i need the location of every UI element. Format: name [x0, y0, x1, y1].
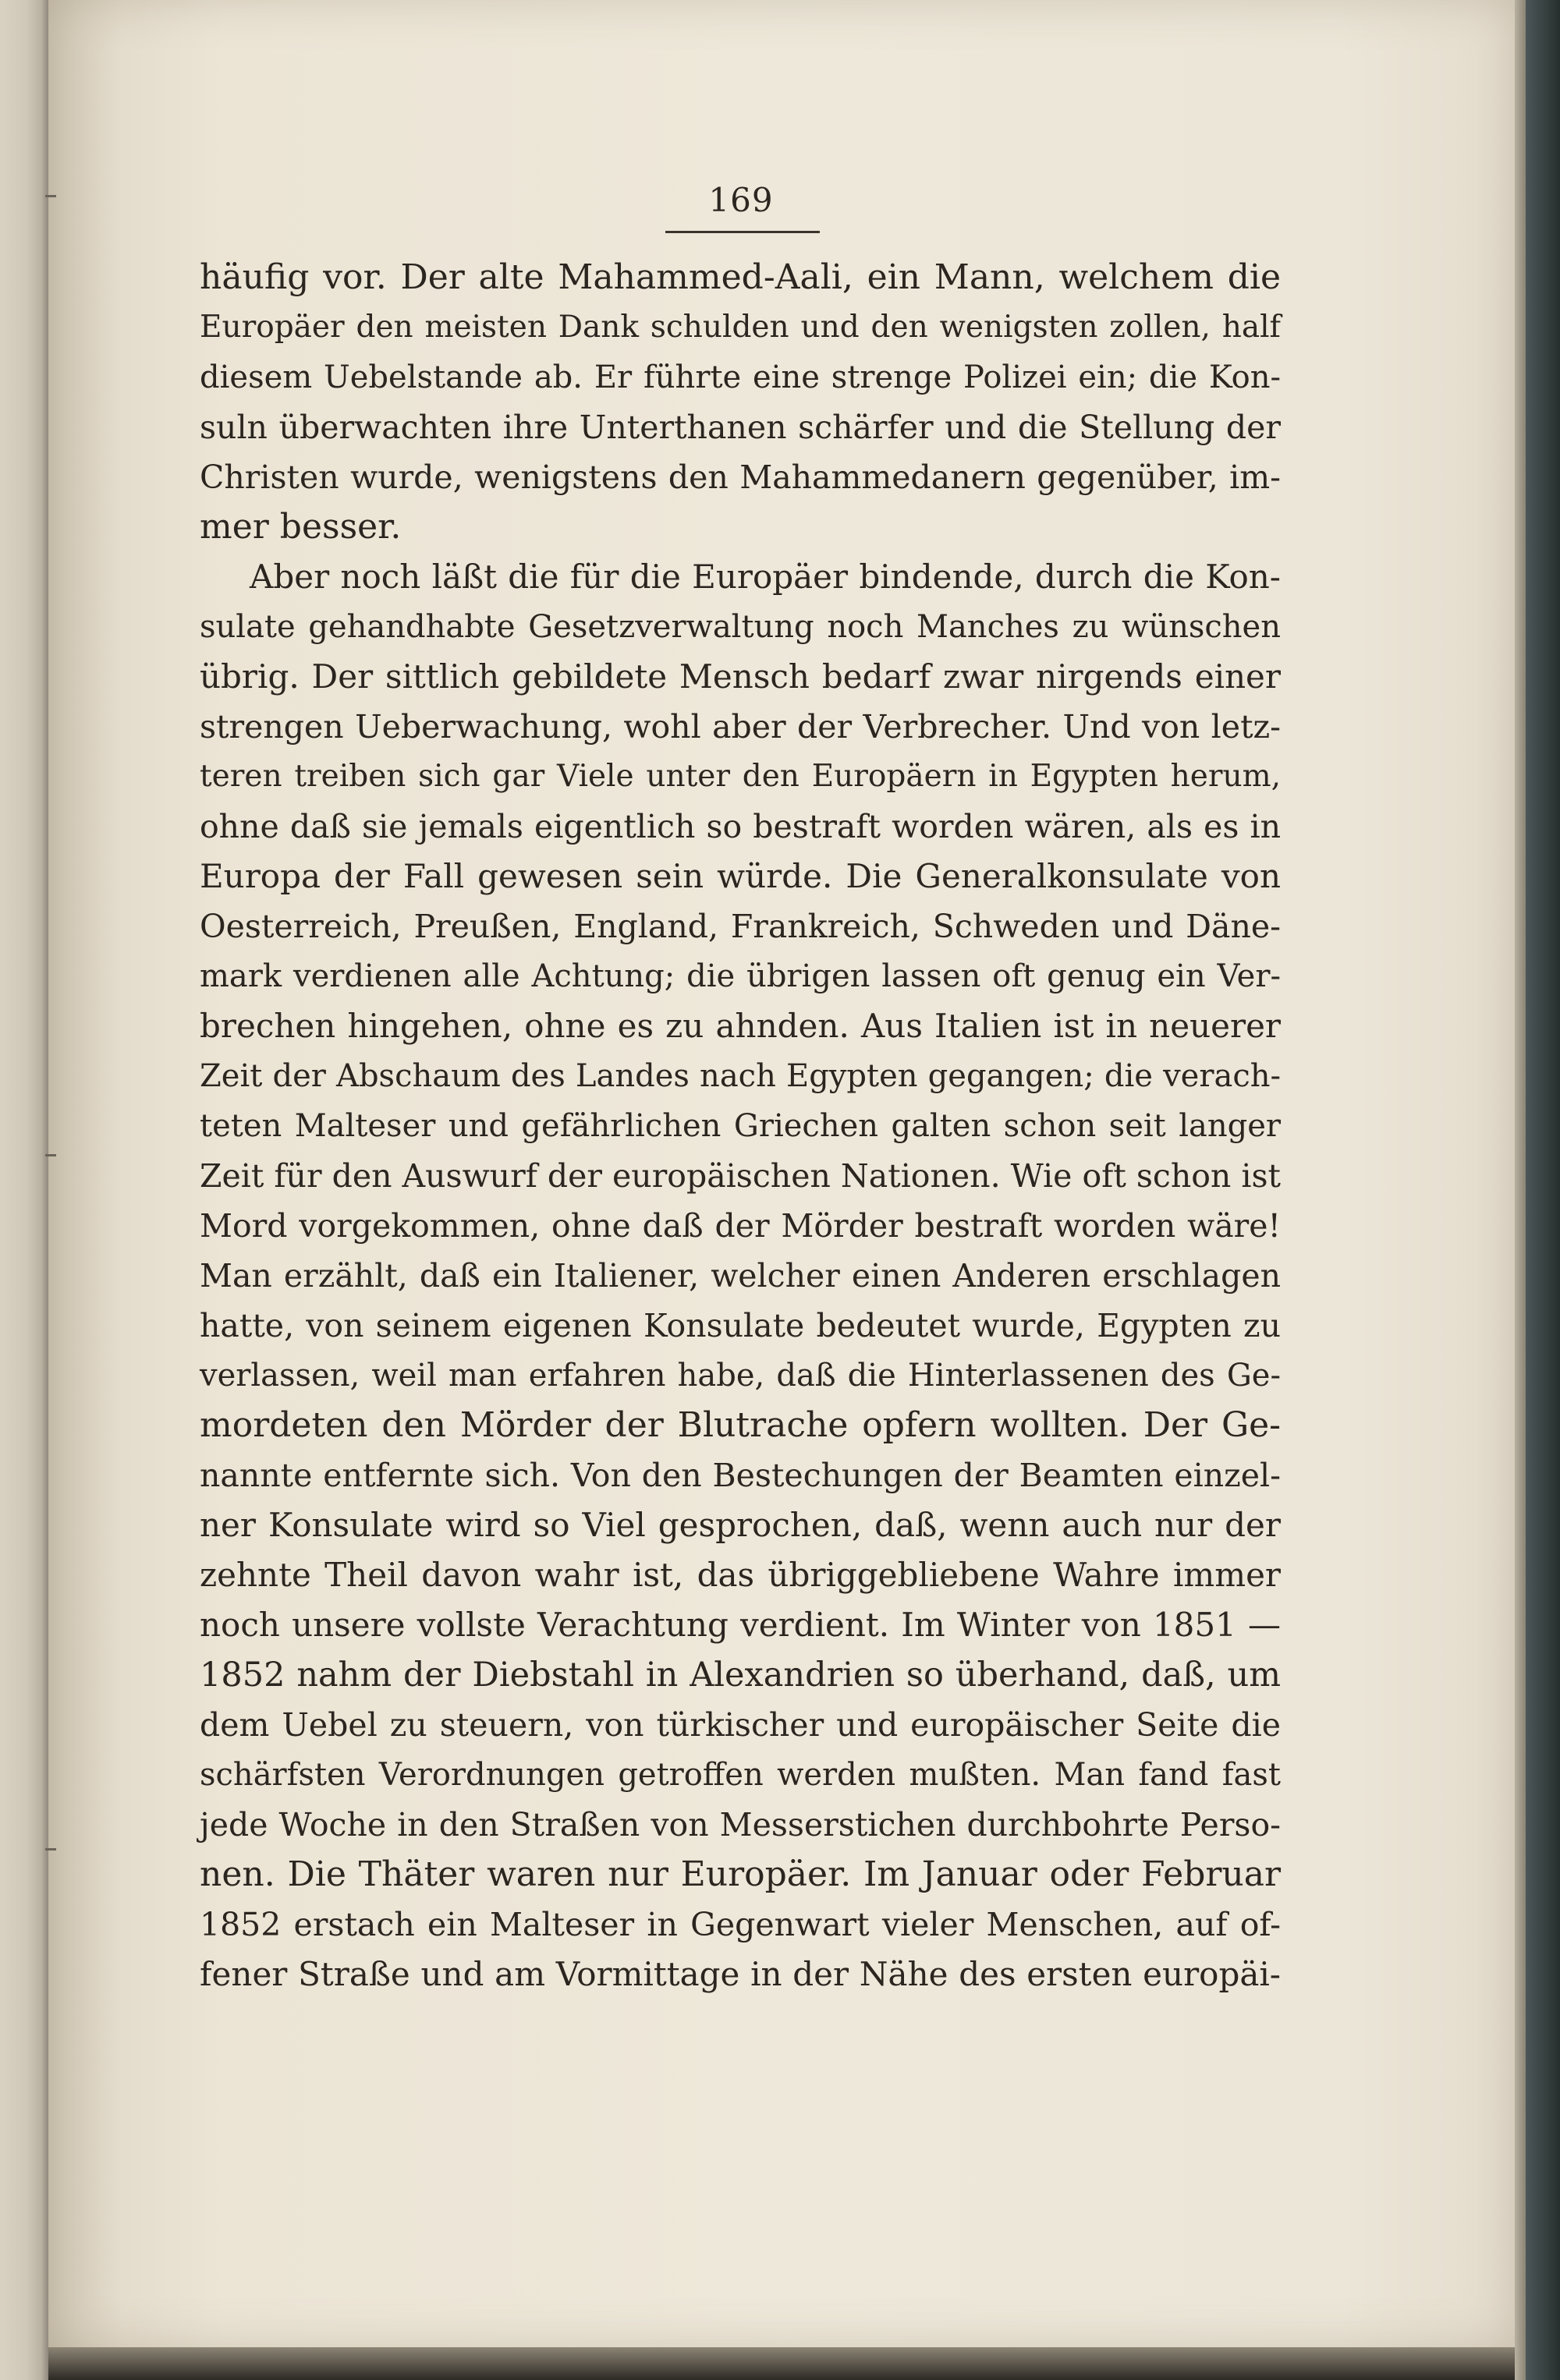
text-line: sulate gehandhabte Gesetzverwaltung noch Manches zu wünschen [200, 609, 1281, 645]
text-line: ohne daß sie jemals eigentlich so bestraft worden wären, als es in [200, 808, 1281, 845]
text-line: zehnte Theil davon wahr ist, das übriggebliebene Wahre immer [200, 1556, 1281, 1594]
text-line: ner Konsulate wird so Viel gesprochen, daß, wenn auch nur der [200, 1506, 1281, 1544]
text-line: nannte entfernte sich. Von den Bestechungen der Beamten einzel- [200, 1457, 1281, 1494]
text-line: strengen Ueberwachung, wohl aber der Verbrecher. Und von letz- [200, 708, 1281, 746]
text-line: verlassen, weil man erfahren habe, daß die Hinterlassenen des Ge- [200, 1358, 1281, 1394]
text-line: teten Malteser und gefährlichen Griechen galten schon seit langer [200, 1108, 1281, 1144]
left-page-edge [0, 0, 48, 2380]
header-rule [665, 231, 820, 233]
text-line: mark verdienen alle Achtung; die übrigen lassen oft genug ein Ver- [200, 958, 1281, 994]
text-line: Christen wurde, wenigstens den Mahammedanern gegenüber, im- [200, 459, 1281, 496]
text-line: dem Uebel zu steuern, von türkischer und europäischer Seite die [200, 1706, 1281, 1744]
text-line: teren treiben sich gar Viele unter den Europäern in Egypten herum, [200, 759, 1281, 794]
text-line: jede Woche in den Straßen von Messerstichen durchbohrte Perso- [200, 1806, 1281, 1843]
text-line: Zeit für den Auswurf der europäischen Nationen. Wie oft schon ist [200, 1157, 1281, 1195]
text-line: brechen hingehen, ohne es zu ahnden. Aus Italien ist in neuerer [200, 1007, 1281, 1045]
text-line: häufig vor. Der alte Mahammed-Aali, ein Mann, welchem die [200, 257, 1281, 297]
text-line: Oesterreich, Preußen, England, Frankreich, Schweden und Däne- [200, 908, 1281, 945]
text-line: schärfsten Verordnungen getroffen werden mußten. Man fand fast [200, 1757, 1281, 1793]
bottom-shadow [48, 2347, 1515, 2380]
text-line: mordeten den Mörder der Blutrache opfern wollten. Der Ge- [200, 1405, 1281, 1445]
text-line: nen. Die Thäter waren nur Europäer. Im Januar oder Februar [200, 1854, 1281, 1894]
text-line: hatte, von seinem eigenen Konsulate bedeutet wurde, Egypten zu [200, 1307, 1281, 1344]
text-line: diesem Uebelstande ab. Er führte eine strenge Polizei ein; die Kon- [200, 359, 1281, 395]
text-line: mer besser. [200, 507, 402, 547]
book-cover-edge [1526, 0, 1560, 2380]
text-line: Europa der Fall gewesen sein würde. Die Generalkonsulate von [200, 857, 1281, 895]
body-text [200, 253, 1281, 1999]
text-line: Zeit der Abschaum des Landes nach Egypten gegangen; die verach- [200, 1058, 1281, 1094]
text-line: Mord vorgekommen, ohne daß der Mörder bestraft worden wäre! [200, 1207, 1281, 1245]
text-line: 1852 erstach ein Malteser in Gegenwart vieler Menschen, auf of- [200, 1906, 1281, 1943]
text-line: Man erzählt, daß ein Italiener, welcher einen Anderen erschlagen [200, 1257, 1281, 1294]
text-line: suln überwachten ihre Unterthanen schärfer und die Stellung der [200, 409, 1281, 446]
text-line: noch unsere vollste Verachtung verdient. Im Winter von 1851 — [200, 1606, 1281, 1644]
text-line: Aber noch läßt die für die Europäer bindende, durch die Kon- [250, 558, 1281, 596]
margin-mark [45, 1848, 56, 1851]
text-line: 1852 nahm der Diebstahl in Alexandrien so überhand, daß, um [200, 1656, 1281, 1695]
right-page-edge [1515, 0, 1526, 2380]
text-line: übrig. Der sittlich gebildete Mensch bedarf zwar nirgends einer [200, 657, 1281, 696]
text-line: Europäer den meisten Dank schulden und den wenigsten zollen, half [200, 310, 1281, 345]
margin-mark [45, 195, 56, 197]
margin-mark [45, 1154, 56, 1156]
page-number: 169 [708, 181, 774, 219]
text-line: fener Straße und am Vormittage in der Nähe des ersten europäi- [200, 1955, 1281, 1993]
